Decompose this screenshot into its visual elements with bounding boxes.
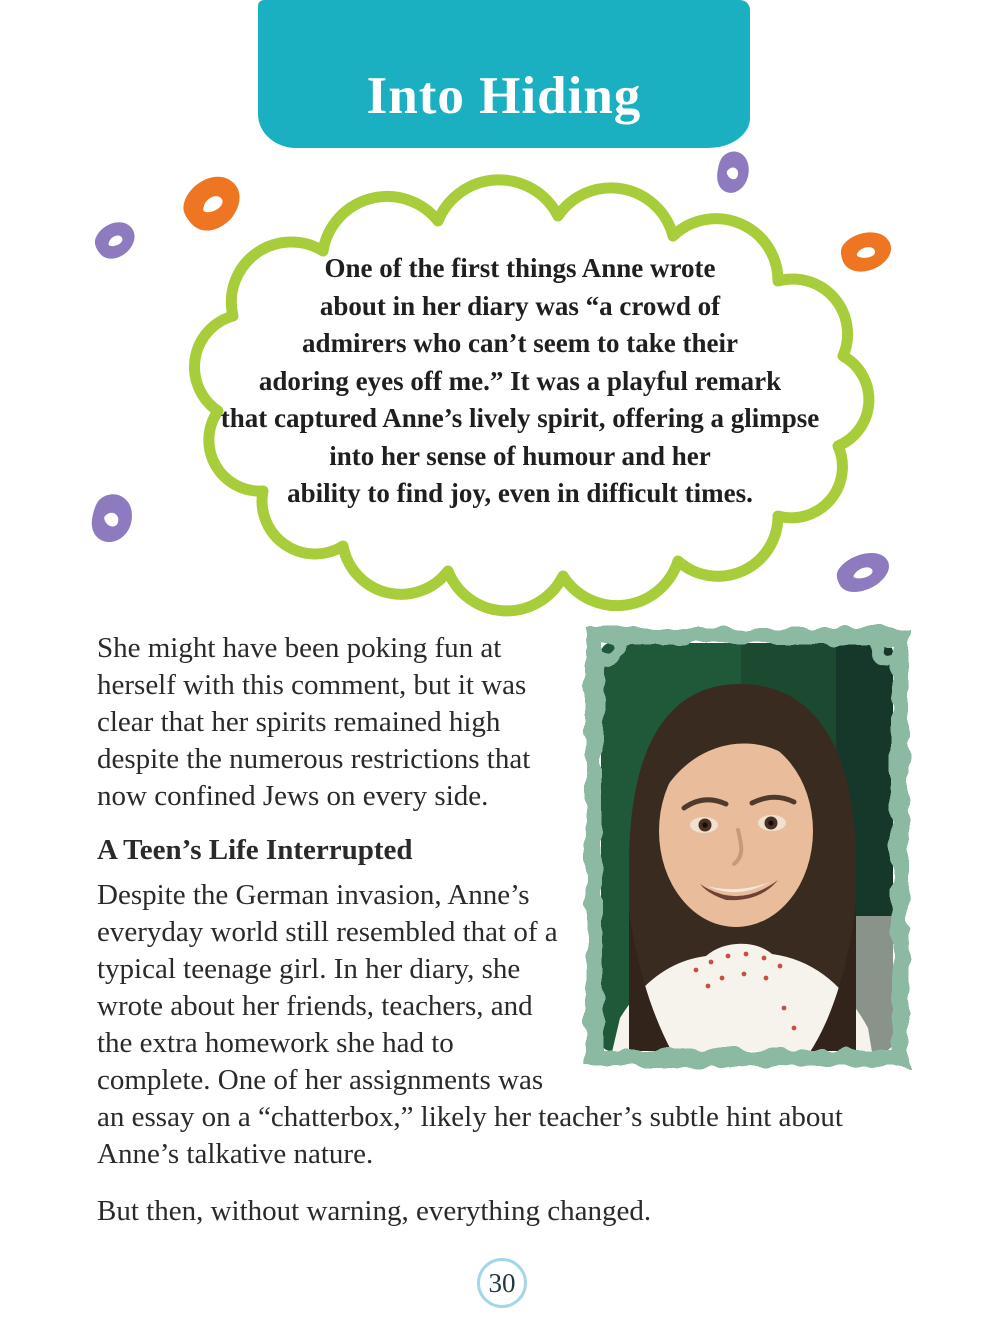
paragraph-changed: But then, without warning, everything changed. <box>97 1195 652 1227</box>
page-number-badge <box>477 1258 527 1308</box>
section-heading: A Teen’s Life Interrupted <box>97 834 413 866</box>
cloud-line: admirers who can’t seem to take their <box>302 328 738 358</box>
cloud-line: ability to find joy, even in difficult times. <box>287 478 753 508</box>
cloud-line: One of the first things Anne wrote <box>324 253 716 283</box>
page-title: Into Hiding <box>366 67 642 125</box>
page-number: 30 <box>488 1267 516 1298</box>
paragraph-spirits: She might have been poking fun at herself with this comment, but it was clear that her spirits remained high despite the numerous restrictions that now confined Jews on every side. <box>97 632 531 812</box>
portrait-photo <box>601 643 894 1052</box>
cloud-line: about in her diary was “a crowd of <box>319 290 721 321</box>
body-text <box>97 616 919 1230</box>
cloud-line: adoring eyes off me.” It was a playful remark <box>258 365 782 396</box>
anne-frank-photo <box>574 616 919 1080</box>
chapter-banner <box>258 0 750 148</box>
cloud-line: into her sense of humour and her <box>329 440 711 471</box>
paragraph-teen-life: Despite the German invasion, Anne’s everyday world still resembled that of a typical teenage girl. In her diary, she wrote about her friends, teachers, and the extra homework she had to complete. One of her assignments was an essay on a “chatterbox,” likely her teacher’s subtle hint about Anne’s talkative nature. <box>97 879 843 1170</box>
teardrop-purple-left-icon <box>82 484 143 552</box>
cloud-line: that captured Anne’s lively spirit, offering a glimpse <box>220 403 820 433</box>
speech-cloud-text <box>145 250 895 513</box>
